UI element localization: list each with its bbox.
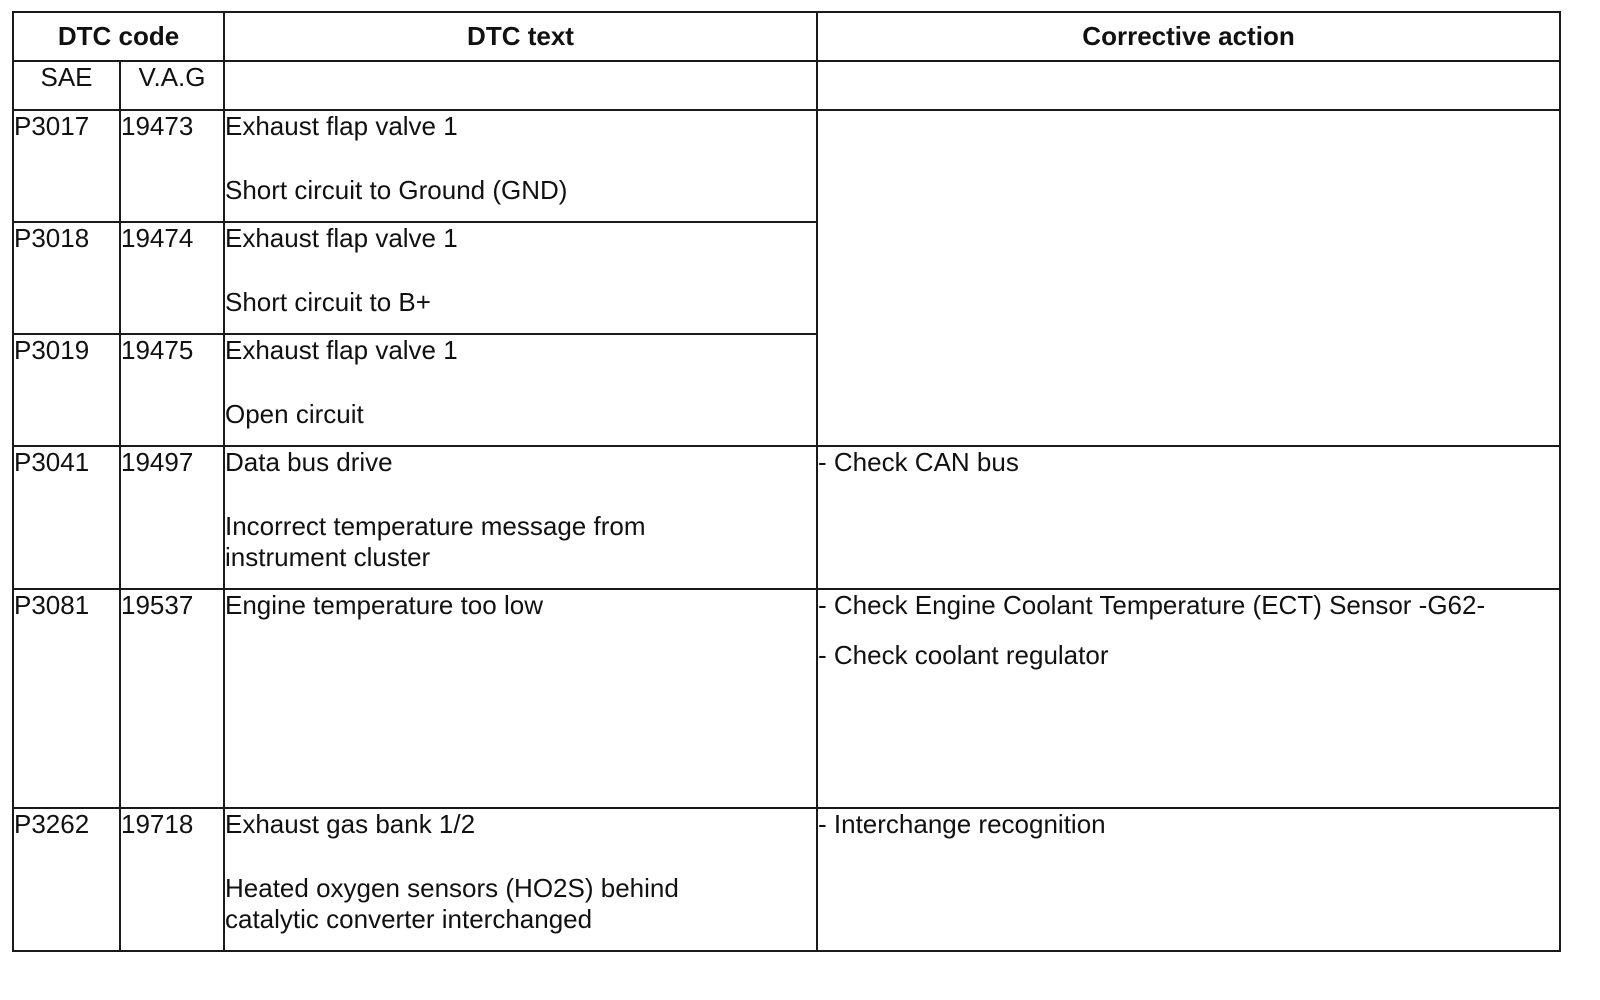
action-cell	[817, 808, 1560, 951]
dtc-description: Open circuit	[225, 399, 364, 429]
vag-code: 19474	[120, 222, 224, 334]
dtc-text-cell	[224, 808, 817, 951]
corrective-action: - Interchange recognition	[818, 809, 1106, 839]
vag-code: 19497	[120, 446, 224, 589]
dtc-table	[12, 11, 1561, 952]
action-cell-empty	[817, 110, 1560, 446]
header-row	[13, 12, 1560, 61]
dtc-title: Exhaust flap valve 1	[225, 111, 458, 141]
dtc-title: Engine temperature too low	[225, 590, 543, 620]
header-dtc-text: DTC text	[224, 12, 817, 61]
dtc-text-cell	[224, 110, 817, 222]
vag-code: 19537	[120, 589, 224, 808]
header-dtc-code: DTC code	[13, 12, 224, 61]
header-corrective-action: Corrective action	[817, 12, 1560, 61]
table-row	[13, 589, 1560, 808]
subheader-row	[13, 61, 1560, 110]
action-cell	[817, 446, 1560, 589]
table-row	[13, 110, 1560, 222]
dtc-text-cell	[224, 222, 817, 334]
sae-code: P3041	[13, 446, 120, 589]
action-cell	[817, 589, 1560, 808]
dtc-title: Data bus drive	[225, 447, 393, 477]
sae-code: P3081	[13, 589, 120, 808]
dtc-title: Exhaust flap valve 1	[225, 223, 458, 253]
vag-code: 19475	[120, 334, 224, 446]
subheader-empty-text	[224, 61, 817, 110]
dtc-description: Heated oxygen sensors (HO2S) behind catalytic converter interchanged	[225, 873, 679, 934]
dtc-description: Incorrect temperature message from instrument cluster	[225, 511, 646, 572]
corrective-action: - Check Engine Coolant Temperature (ECT) Sensor -G62-	[818, 590, 1486, 620]
vag-code: 19718	[120, 808, 224, 951]
dtc-text-cell	[224, 446, 817, 589]
sae-code: P3018	[13, 222, 120, 334]
table-row	[13, 446, 1560, 589]
corrective-action: - Check CAN bus	[818, 447, 1019, 477]
subheader-empty-action	[817, 61, 1560, 110]
header-vag: V.A.G	[120, 61, 224, 110]
dtc-text-cell	[224, 334, 817, 446]
sae-code: P3019	[13, 334, 120, 446]
dtc-title: Exhaust flap valve 1	[225, 335, 458, 365]
dtc-description: Short circuit to B+	[225, 287, 431, 317]
corrective-action: - Check coolant regulator	[818, 640, 1109, 670]
sae-code: P3017	[13, 110, 120, 222]
vag-code: 19473	[120, 110, 224, 222]
dtc-description: Short circuit to Ground (GND)	[225, 175, 568, 205]
sae-code: P3262	[13, 808, 120, 951]
table-row	[13, 808, 1560, 951]
dtc-text-cell	[224, 589, 817, 808]
dtc-title: Exhaust gas bank 1/2	[225, 809, 476, 839]
header-sae: SAE	[13, 61, 120, 110]
